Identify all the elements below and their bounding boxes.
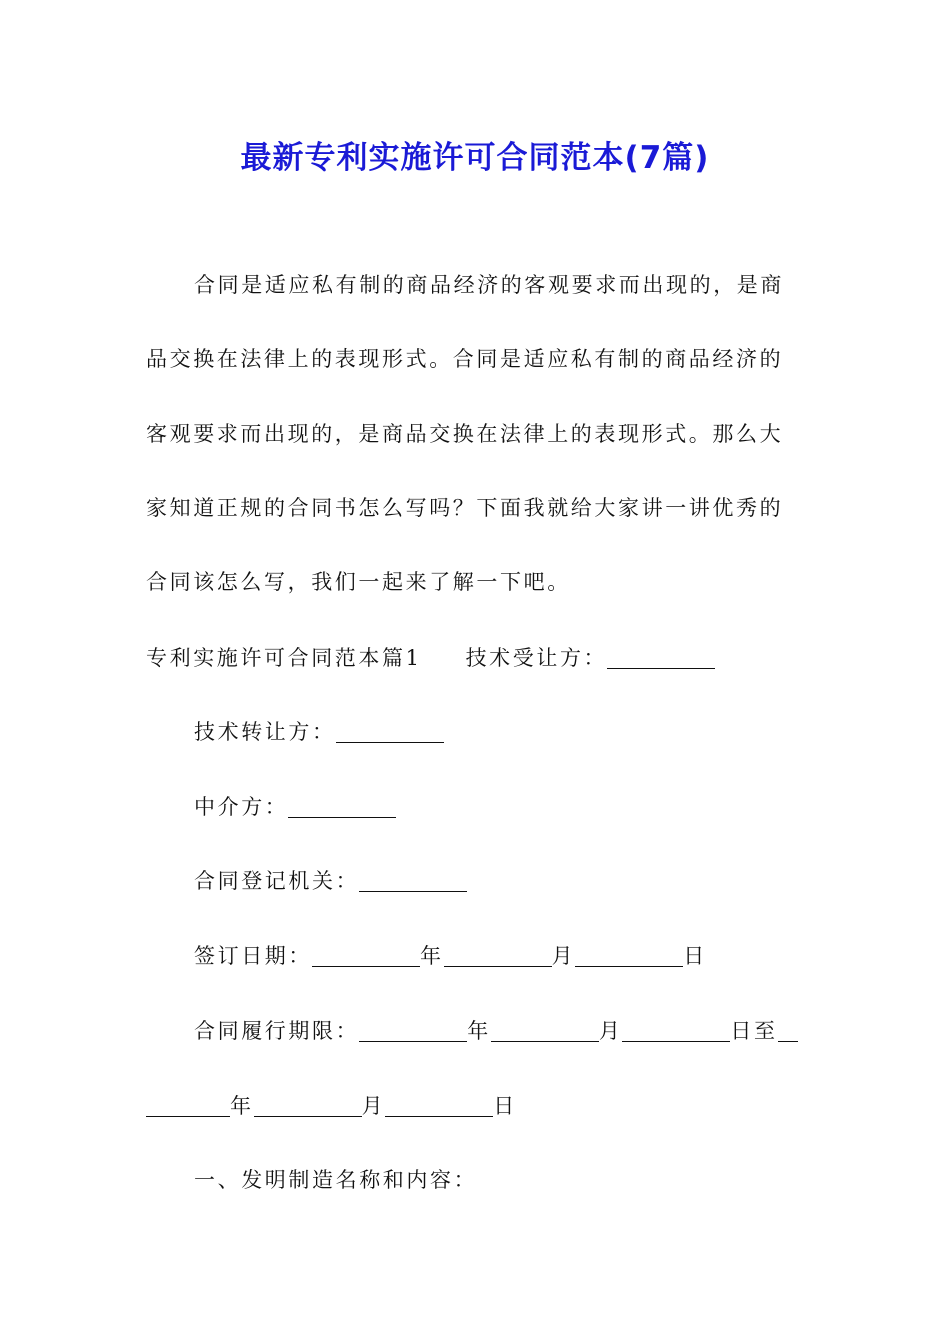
sign-year-blank: [312, 946, 420, 967]
year-text: 年: [420, 944, 444, 968]
day-text: 日: [683, 944, 707, 968]
transferor-label: 技术转让方：: [194, 720, 336, 744]
registry-label: 合同登记机关：: [194, 869, 360, 893]
term-end-year-blank: [146, 1096, 230, 1117]
term-start-day-blank: [622, 1021, 730, 1042]
day-to-text: 日至: [730, 1019, 778, 1043]
agent-line: [194, 792, 854, 822]
document-title: 最新专利实施许可合同范本(7篇): [240, 140, 710, 176]
term-line-1: [194, 1016, 854, 1046]
section-heading: 专利实施许可合同范本篇1: [146, 646, 422, 670]
sign-month-blank: [444, 946, 552, 967]
year-text: 年: [467, 1019, 491, 1043]
sign-day-blank: [575, 946, 683, 967]
month-text: 月: [361, 1094, 386, 1118]
intro-line-2: 品交换在法律上的表现形式。合同是适应私有制的商品经济的: [146, 347, 784, 371]
transferor-blank: [336, 722, 444, 743]
term-end-day-blank: [385, 1096, 493, 1117]
receiver-label: 技术受让方：: [465, 646, 608, 670]
term-line-2: [146, 1091, 806, 1121]
sign-date-line: [194, 941, 854, 971]
intro-line-4: 家知道正规的合同书怎么写吗？下面我就给大家讲一讲优秀的: [146, 496, 784, 520]
registry-blank: [359, 871, 467, 892]
intro-line-5: 合同该怎么写，我们一起来了解一下吧。: [146, 570, 571, 594]
agent-blank: [288, 797, 396, 818]
clause-1-heading: 一、发明制造名称和内容：: [194, 1168, 478, 1192]
year-text: 年: [230, 1094, 254, 1118]
term-start-month-blank: [491, 1021, 599, 1042]
transferor-line: [194, 717, 854, 747]
agent-label: 中介方：: [194, 795, 289, 819]
intro-line-1: 合同是适应私有制的商品经济的客观要求而出现的，是商: [194, 273, 784, 297]
day-text: 日: [493, 1094, 517, 1118]
month-text: 月: [551, 944, 576, 968]
intro-line-3: 客观要求而出现的，是商品交换在法律上的表现形式。那么大: [146, 422, 784, 446]
term-label: 合同履行期限：: [194, 1019, 360, 1043]
term-start-year-blank: [359, 1021, 467, 1042]
sign-date-label: 签订日期：: [194, 944, 312, 968]
term-end-month-blank: [254, 1096, 362, 1117]
section-heading-line: [146, 643, 806, 673]
receiver-blank: [607, 648, 715, 669]
month-text: 月: [598, 1019, 623, 1043]
term-end-year-blank-start: [778, 1021, 798, 1042]
registry-line: [194, 866, 854, 896]
